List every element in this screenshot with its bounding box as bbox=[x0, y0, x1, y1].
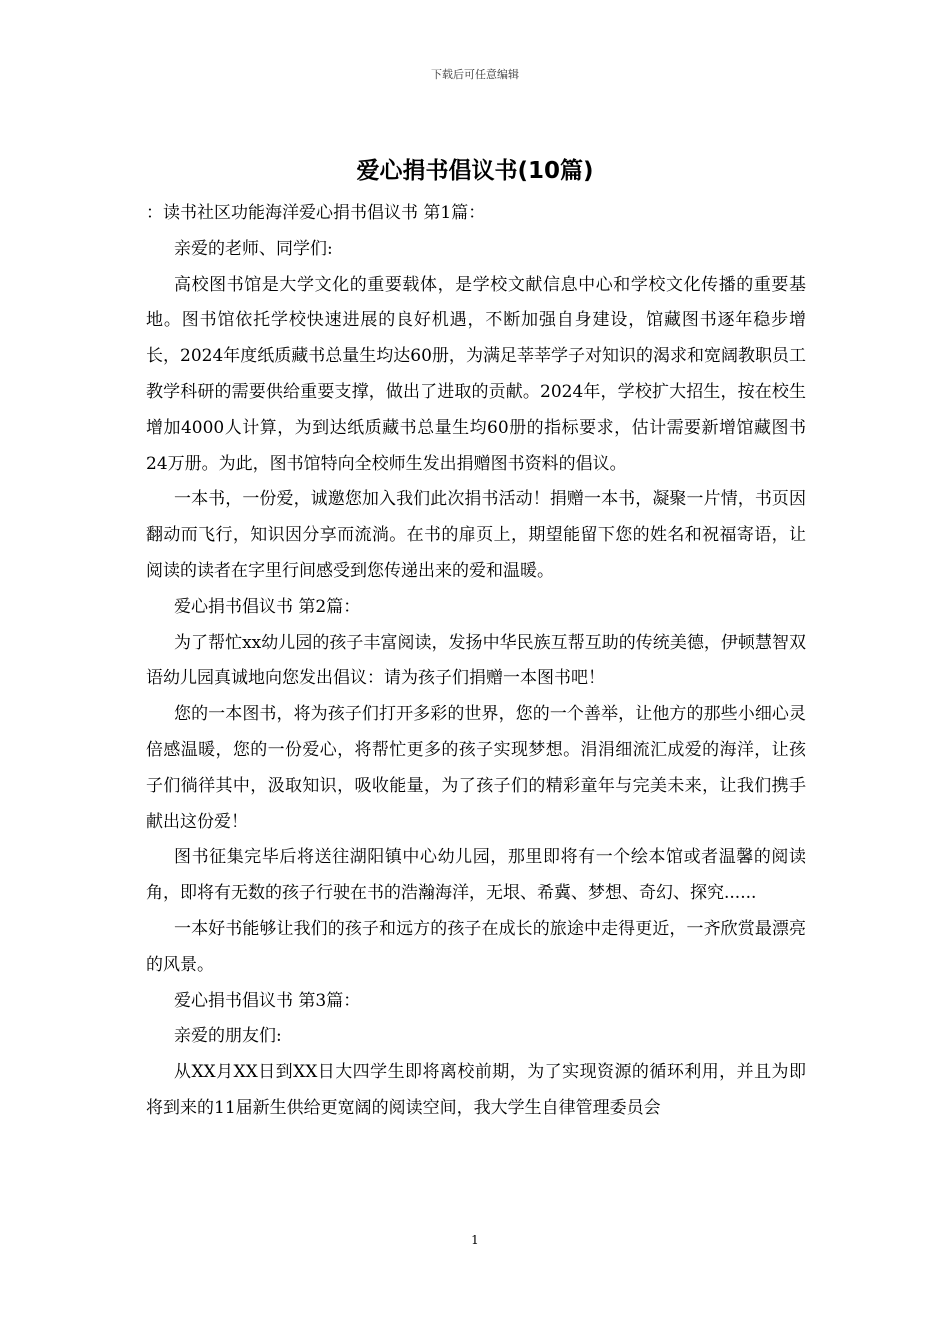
paragraph: 高校图书馆是大学文化的重要载体，是学校文献信息中心和学校文化传播的重要基地。图书馆依托学校快速进展的良好机遇，不断加强自身建设，馆藏图书逐年稳步增长，2024年度纸质藏书总量生均达60册，为满足莘莘学子对知识的渴求和宽阔教职员工教学科研的需要供给重要支撑，做出了进取的贡献。2024年，学校扩大招生，按在校生增加4000人计算，为到达纸质藏书总量生均60册的指标要求，估计需要新增馆藏图书24万册。为此，图书馆特向全校师生发出捐赠图书资料的倡议。 bbox=[146, 274, 806, 474]
document-title: 爱心捐书倡议书(10篇) bbox=[356, 158, 594, 184]
salutation-3: 亲爱的朋友们: bbox=[174, 1026, 282, 1047]
paragraph: 为了帮忙xx幼儿园的孩子丰富阅读，发扬中华民族互帮互助的传统美德，伊顿慧智双语幼儿园真诚地向您发出倡议：请为孩子们捐赠一本图书吧！ bbox=[146, 632, 806, 689]
paragraph: 一本好书能够让我们的孩子和远方的孩子在成长的旅途中走得更近，一齐欣赏最漂亮的风景。 bbox=[146, 918, 806, 975]
page-header-note: 下载后可任意编辑 bbox=[431, 68, 519, 81]
section-heading-2: 爱心捐书倡议书 第2篇： bbox=[174, 596, 361, 617]
salutation-1: 亲爱的老师、同学们: bbox=[174, 238, 333, 259]
paragraph: 一本书，一份爱，诚邀您加入我们此次捐书活动！捐赠一本书，凝聚一片情，书页因翻动而飞行，知识因分享而流淌。在书的扉页上，期望能留下您的姓名和祝福寄语，让阅读的读者在字里行间感受到您传递出来的爱和温暖。 bbox=[146, 489, 806, 581]
section-heading-1: ：读书社区功能海洋爱心捐书倡议书 第1篇： bbox=[146, 203, 486, 223]
paragraph: 您的一本图书，将为孩子们打开多彩的世界，您的一个善举，让他方的那些小细心灵倍感温暖，您的一份爱心，将帮忙更多的孩子实现梦想。涓涓细流汇成爱的海洋，让孩子们徜徉其中，汲取知识，吸收能量，为了孩子们的精彩童年与完美未来，让我们携手献出这份爱！ bbox=[146, 704, 806, 832]
section-heading-3: 爱心捐书倡议书 第3篇： bbox=[174, 990, 361, 1011]
document-body bbox=[146, 196, 806, 1127]
paragraph: 图书征集完毕后将送往湖阳镇中心幼儿园，那里即将有一个绘本馆或者温馨的阅读角，即将有无数的孩子行驶在书的浩瀚海洋，无垠、希冀、梦想、奇幻、探究...... bbox=[146, 847, 806, 904]
page-number: 1 bbox=[471, 1233, 479, 1247]
paragraph: 从XX月XX日到XX日大四学生即将离校前期，为了实现资源的循环利用，并且为即将到来的11届新生供给更宽阔的阅读空间，我大学生自律管理委员会 bbox=[146, 1062, 806, 1118]
